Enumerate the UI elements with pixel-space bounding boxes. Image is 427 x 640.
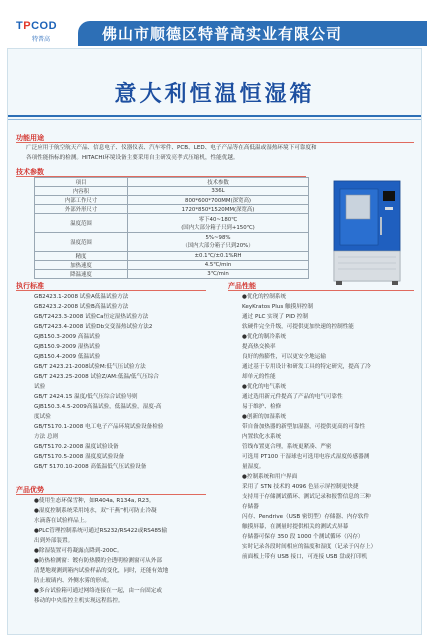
spec-value xyxy=(128,233,309,252)
list-item: 存储器可保存 350 段 1000 个测试循环（闪存） xyxy=(242,534,364,540)
list-item: 良好的热膨性，可以更安全地运输 xyxy=(242,354,326,360)
page-title: 意大利恒温恒湿箱 xyxy=(114,82,315,107)
logo-subtitle: 特普高 xyxy=(32,36,51,43)
list-item: 度试验 xyxy=(34,414,51,420)
spec-value: 336L xyxy=(128,187,309,196)
list-item: GJB150.4-2009 低温试验 xyxy=(34,354,101,360)
list-item: 闪存、Pendrive（USB 密钥型）存储器、内存软件 xyxy=(242,514,370,520)
chamber-product-image xyxy=(328,177,408,292)
list-item: ●控制系统和用户界面 xyxy=(242,474,298,480)
list-item: ●多台试验箱可通过网络连接在一起，由一台固定或 xyxy=(34,588,162,594)
spec-key: 外部外形尺寸 xyxy=(35,205,128,214)
list-item: GB/T5170.5-2008 湿度度试验设备 xyxy=(34,454,125,460)
list-item: GB/T 2424.15 温度/低气压综合试验导则 xyxy=(34,394,138,400)
table-row xyxy=(35,178,309,187)
list-item: 防止玻璃内、外侧水雾的形成。 xyxy=(34,578,113,584)
list-item: 带自备加热器的新型加湿器，可提供更高的可靠性 xyxy=(242,424,366,430)
table-row xyxy=(35,261,309,270)
list-item: GB/T5170.2-2008 温度试验设备 xyxy=(34,444,119,450)
list-item: 量湿度。 xyxy=(242,464,265,470)
list-item: 软硬件完全升级，可提供更加快速的控制性能 xyxy=(242,324,354,330)
header xyxy=(0,0,427,48)
list-item: GB/T5170.1-2008 电工电子产品环境试验设备检验 xyxy=(34,424,164,430)
title-divider xyxy=(8,115,421,117)
section-heading-performance: 产品性能 xyxy=(228,282,256,290)
section-divider xyxy=(16,494,206,495)
spec-key: 加热速度 xyxy=(35,261,128,270)
list-item: 试验 xyxy=(34,384,46,390)
spec-value: 3℃/min xyxy=(128,270,309,279)
list-item: GB/T2423.4-2008 试验Db交变湿热试验方法2 xyxy=(34,324,153,330)
table-row xyxy=(35,205,309,214)
table-row xyxy=(35,196,309,205)
function-text-line: 各项性能指标的检测。HITACHI环境设备主要采用自主研发亮孝式压缩机，性能优越。 xyxy=(26,154,239,161)
list-item: GJB150.3-2009 高温试验 xyxy=(34,334,101,340)
table-row xyxy=(35,233,309,252)
spec-key: 内容积 xyxy=(35,187,128,196)
spec-key: 湿度范围 xyxy=(35,233,128,252)
list-item: ●防热检测窗：镀有防热膜的全透明检测窗可从外部 xyxy=(34,558,162,564)
function-text-line: 广泛应用于航空航天产品、信息电子、仪器仪表、汽车零件、PCB、LED、电子产品等在高低温或湿热环境下可靠度和 xyxy=(26,145,317,151)
company-logo xyxy=(10,20,85,46)
section-divider xyxy=(16,142,414,143)
list-item: 内置软化水系统 xyxy=(242,434,282,440)
section-divider xyxy=(16,290,206,291)
list-item: 管线布置更合理，系统更紧凑、严密 xyxy=(242,444,332,450)
table-row xyxy=(35,252,309,261)
spec-key: 内部工作尺寸 xyxy=(35,196,128,205)
list-item: GB/T 5170.10-2008 高低温低气压试验设备 xyxy=(34,464,147,470)
section-heading-function: 功能用途 xyxy=(16,134,44,142)
title-divider-thin xyxy=(8,119,421,120)
list-item: GB2423.2-2008 试验B高温试验方法 xyxy=(34,304,129,310)
list-item: 清楚地观测到箱内试验样品的变化，同时，还能有效地 xyxy=(34,568,169,574)
spec-value: 技术参数 xyxy=(128,178,309,187)
list-item: GB/T 2423.21-2008试验M:低气压试验方法 xyxy=(34,364,146,370)
section-heading-standards: 执行标准 xyxy=(16,282,44,290)
spec-key: 降温速度 xyxy=(35,270,128,279)
list-item: 采用了 STN 技术的 4096 色显示屏控制更快捷 xyxy=(242,484,359,490)
section-divider xyxy=(228,290,414,291)
spec-value: 1720*850*1520MM(深宽高) xyxy=(128,205,309,214)
list-item: 易于维护、检修 xyxy=(242,404,282,410)
logo-wordmark: TPCOD xyxy=(16,20,58,32)
spec-value-line: 零下40~180℃ xyxy=(198,217,238,223)
list-item: GJB150.3.4.5-2009高温试验，低温试验，湿度-高 xyxy=(34,404,162,410)
list-item: 前面板上带有 USB 接口，可连接 USB 盘或打印机 xyxy=(242,554,368,560)
spec-key: 精度 xyxy=(35,252,128,261)
brochure-body xyxy=(7,48,422,635)
list-item: GB2423.1-2008 试验A低温试验方法 xyxy=(34,294,129,300)
list-item: 水滴落在试验样品上。 xyxy=(34,518,90,524)
list-item: ●使用生态环保雪种，如R404a, R134a, R23。 xyxy=(34,498,155,504)
list-item: 提高热交换率 xyxy=(242,344,276,350)
list-item: 通过 PLC 实现了 PID 控制 xyxy=(242,314,308,320)
list-item: 移动的中央监控主机实现远程监控。 xyxy=(34,598,124,604)
list-item: 支持用于存储测试循环、测试记录和报警信息的三种 xyxy=(242,494,371,500)
table-row xyxy=(35,270,309,279)
spec-value-line: （国内大部分箱子只到20%） xyxy=(182,243,254,249)
list-item: GJB150.9-2009 湿热试验 xyxy=(34,344,101,350)
list-item: ●创新的加湿系统 xyxy=(242,414,287,420)
company-banner xyxy=(78,21,427,46)
spec-value-line: (国内大部分箱子只到+150℃) xyxy=(181,225,255,231)
spec-value xyxy=(128,214,309,233)
list-item: 方法 总则 xyxy=(34,434,59,440)
list-item: ●PLC管理控制系统可通过RS232/RS422或RS485输 xyxy=(34,528,168,534)
list-item: 实时记录各段时间相应的温度和湿度（记录于闪存上） xyxy=(242,544,377,550)
features-list xyxy=(34,496,214,606)
spec-value-line: 5%~98% xyxy=(205,235,231,241)
list-item: 通过基于专用设计和研发工具的特定研究，提高了冷 xyxy=(242,364,371,370)
section-heading-tech: 技术参数 xyxy=(16,168,44,176)
spec-key: 温度范围 xyxy=(35,214,128,233)
list-item: ●优化的控制系统 xyxy=(242,294,287,300)
list-item: 通过选用新元件提高了产品的电气可靠性 xyxy=(242,394,343,400)
function-text xyxy=(26,144,418,163)
list-item: 存储器 xyxy=(242,504,259,510)
standards-list xyxy=(34,292,214,472)
list-item: ●优化的制冷系统 xyxy=(242,334,287,340)
section-heading-features: 产品优势 xyxy=(16,486,44,494)
spec-value: ±0.1℃/±0.1%RH xyxy=(128,252,309,261)
list-item: 触摸屏幕，在测量时提供相关的测试式屏幕 xyxy=(242,524,349,530)
table-row xyxy=(35,214,309,233)
list-item: ●除湿装置可将凝露点降到-200C。 xyxy=(34,548,123,554)
list-item: ●湿度控制系统采用纯水，双“干燕”机可防止冷凝 xyxy=(34,508,157,514)
list-item: 出到外部装置。 xyxy=(34,538,74,544)
list-item: GB/T 2423.25-2008 试验Z/AM:低温/低气压综合 xyxy=(34,374,159,380)
list-item: KeyKratos Plus 触摸屏控制 xyxy=(242,304,313,310)
table-row xyxy=(35,187,309,196)
spec-value: 800*600*700MM(深宽高) xyxy=(128,196,309,205)
list-item: 可选用 PT100 干湿球也可选用电容式湿度传感器测 xyxy=(242,454,370,460)
company-name: 佛山市顺德区特普高实业有限公司 xyxy=(102,25,343,43)
spec-value: 4.5℃/min xyxy=(128,261,309,270)
spec-key: 项目 xyxy=(35,178,128,187)
list-item: GB/T2423.3-2008 试验Ca恒定湿热试验方法 xyxy=(34,314,149,320)
list-item: 却单元的性能 xyxy=(242,374,276,380)
spec-table xyxy=(34,177,309,279)
performance-list xyxy=(242,292,418,562)
list-item: ●优化的电气系统 xyxy=(242,384,287,390)
